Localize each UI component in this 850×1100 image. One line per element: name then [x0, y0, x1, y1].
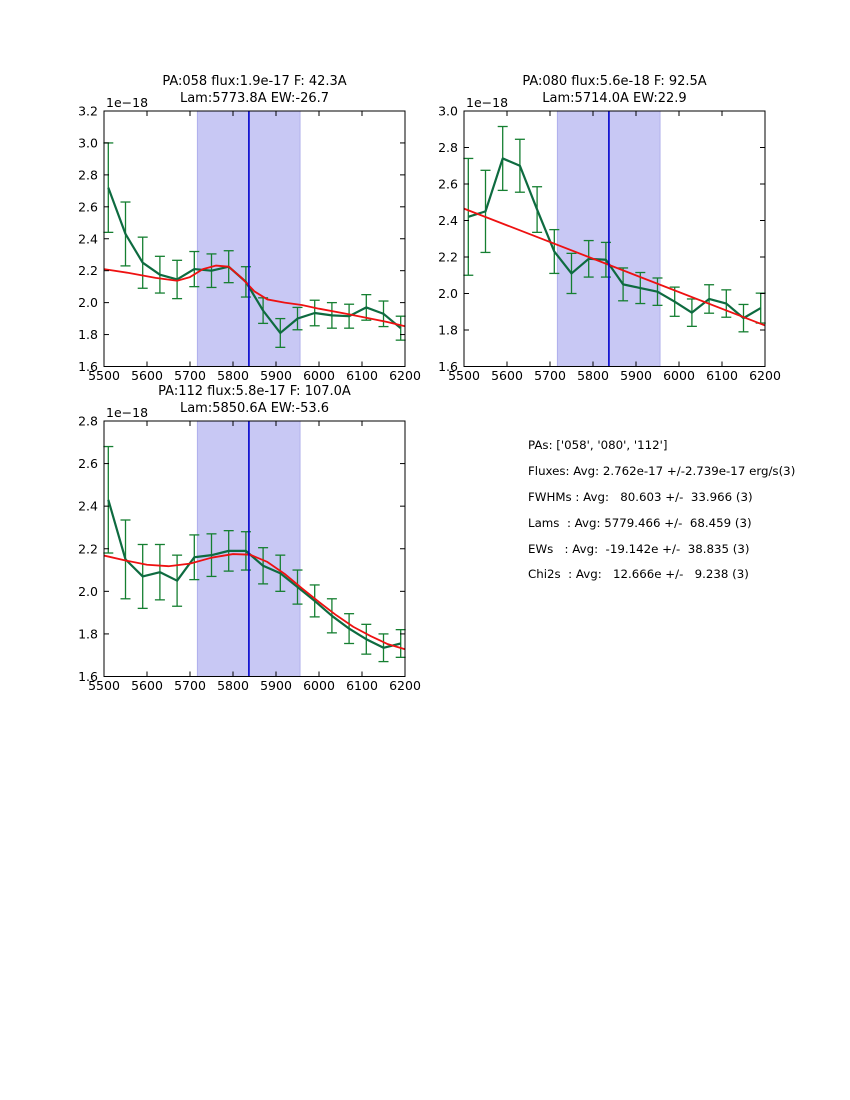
y-axis-offset-label: 1e−18 — [106, 405, 149, 420]
x-tick-label: 5700 — [534, 368, 566, 383]
x-tick-label: 5900 — [260, 368, 292, 383]
y-tick-label: 2.2 — [78, 541, 98, 557]
y-tick-label: 2.0 — [78, 583, 98, 599]
y-tick-label: 2.4 — [78, 231, 98, 247]
x-tick-label: 5600 — [491, 368, 523, 383]
subplot-pa-112 — [78, 384, 421, 693]
subplot-title-line2: Lam:5773.8A EW:-26.7 — [179, 91, 330, 106]
info-line-fluxes: Fluxes: Avg: 2.762e-17 +/-2.739e-17 erg/s(3) — [528, 463, 796, 478]
x-tick-label: 5600 — [131, 368, 163, 383]
y-tick-label: 2.6 — [78, 199, 98, 215]
y-tick-label: 1.6 — [78, 359, 98, 374]
y-tick-label: 2.0 — [438, 286, 458, 301]
x-tick-label: 6100 — [346, 678, 378, 693]
info-panel — [528, 433, 795, 588]
x-tick-label: 5800 — [577, 368, 609, 383]
info-line-chi2s: Chi2s : Avg: 12.666e +/- 9.238 (3) — [528, 567, 749, 582]
x-tick-label: 6200 — [389, 368, 421, 383]
x-tick-label: 5800 — [217, 368, 249, 383]
y-tick-label: 2.8 — [78, 413, 98, 429]
y-tick-label: 2.8 — [78, 167, 98, 183]
y-tick-label: 1.8 — [438, 322, 458, 338]
y-tick-label: 2.6 — [438, 176, 458, 192]
subplot-title-line1: PA:080 flux:5.6e-18 F: 92.5A — [522, 74, 707, 89]
info-line-pas: PAs: ['058', '080', '112'] — [528, 438, 668, 452]
y-tick-label: 1.8 — [78, 327, 98, 343]
subplot-title-line1: PA:058 flux:1.9e-17 F: 42.3A — [162, 74, 347, 89]
x-tick-label: 5900 — [260, 678, 292, 693]
y-tick-label: 3.2 — [78, 103, 98, 119]
y-tick-label: 1.6 — [78, 669, 98, 684]
info-line-fwhms: FWHMs : Avg: 80.603 +/- 33.966 (3) — [528, 489, 753, 504]
y-axis-offset-label: 1e−18 — [106, 95, 149, 110]
y-tick-label: 1.8 — [78, 626, 98, 642]
x-tick-label: 6200 — [389, 678, 421, 693]
x-tick-label: 5900 — [620, 368, 652, 383]
y-tick-label: 2.4 — [78, 498, 98, 514]
info-line-lams: Lams : Avg: 5779.466 +/- 68.459 (3) — [528, 515, 752, 530]
subplot-title-line2: Lam:5850.6A EW:-53.6 — [179, 401, 330, 416]
y-tick-label: 2.4 — [438, 213, 458, 228]
x-tick-label: 5500 — [88, 678, 120, 693]
y-tick-label: 2.2 — [78, 263, 98, 279]
y-tick-label: 2.0 — [78, 295, 98, 311]
subplot-title-line2: Lam:5714.0A EW:22.9 — [542, 91, 687, 106]
subplot-pa-058 — [78, 74, 421, 383]
x-tick-label: 5500 — [88, 368, 120, 383]
x-tick-label: 5500 — [448, 368, 480, 383]
x-tick-label: 6000 — [303, 678, 335, 693]
x-tick-label: 5700 — [174, 368, 206, 383]
subplot-pa-080 — [438, 74, 781, 383]
x-tick-label: 5800 — [217, 678, 249, 693]
y-tick-label: 2.6 — [78, 456, 98, 472]
x-tick-label: 5600 — [131, 678, 163, 693]
x-tick-label: 5700 — [174, 678, 206, 693]
x-tick-label: 6000 — [303, 368, 335, 383]
y-tick-label: 1.6 — [438, 359, 458, 374]
y-tick-label: 2.2 — [438, 249, 458, 265]
x-tick-label: 6100 — [706, 368, 738, 383]
y-axis-offset-label: 1e−18 — [466, 95, 509, 110]
x-tick-label: 6000 — [663, 368, 695, 383]
y-tick-label: 3.0 — [438, 103, 458, 119]
subplot-title-line1: PA:112 flux:5.8e-17 F: 107.0A — [158, 384, 351, 399]
y-tick-label: 2.8 — [438, 140, 458, 155]
info-line-ews: EWs : Avg: -19.142e +/- 38.835 (3) — [528, 541, 750, 556]
x-tick-label: 6100 — [346, 368, 378, 383]
y-tick-label: 3.0 — [78, 135, 98, 151]
x-tick-label: 6200 — [749, 368, 781, 383]
